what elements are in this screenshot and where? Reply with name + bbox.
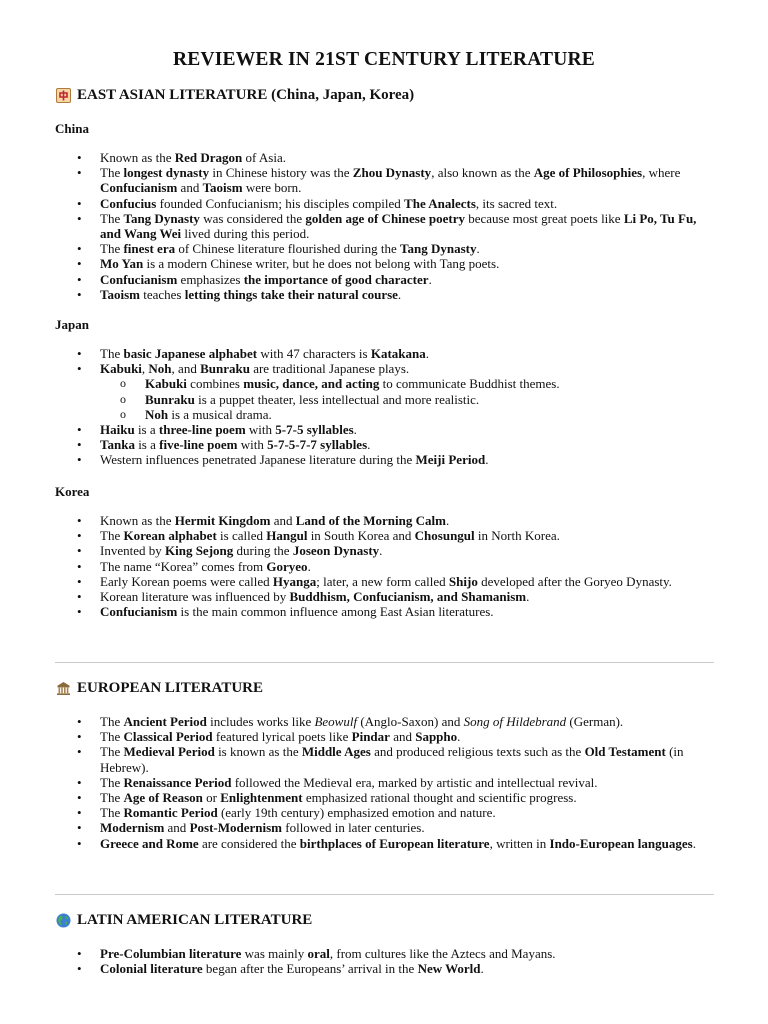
list-item xyxy=(77,543,717,558)
bold-text: Age of Philosophies xyxy=(533,165,643,181)
text-run: founded Confucianism; his disciples compiled xyxy=(156,195,405,211)
list-item xyxy=(77,820,717,835)
bold-text: King Sejong xyxy=(164,543,234,559)
text-run: emphasizes xyxy=(177,271,244,287)
bold-text: Chosungul xyxy=(414,528,475,544)
bold-text: Kabuki xyxy=(145,376,187,392)
text-run: . xyxy=(353,422,357,438)
bold-text: Shijo xyxy=(448,573,478,589)
text-run: , where xyxy=(642,165,681,181)
italic-text: Beowulf xyxy=(314,714,358,729)
text-run: . xyxy=(480,961,484,977)
bold-text: Confucianism xyxy=(100,180,178,196)
text-run: is the main common influence among East Asian literatures. xyxy=(177,604,494,620)
text-run: , its sacred text. xyxy=(475,195,558,211)
bold-text: Goryeo xyxy=(266,558,308,574)
text-run: The xyxy=(100,805,124,821)
list-item xyxy=(77,452,717,467)
classical-building-icon xyxy=(56,681,71,696)
text-run: , and xyxy=(171,361,201,377)
text-run: Known as the xyxy=(100,150,175,165)
text-run: because most great poets like xyxy=(464,210,624,226)
text-run: , written in xyxy=(489,835,550,851)
text-run: was mainly xyxy=(241,946,308,961)
section-divider xyxy=(55,894,714,895)
text-run: are traditional Japanese plays. xyxy=(249,361,410,377)
bold-text: Age of Reason xyxy=(123,790,203,806)
list-item xyxy=(77,287,717,302)
bold-text: Tanka xyxy=(100,437,135,453)
list-item xyxy=(77,729,717,744)
text-run: during the xyxy=(233,543,293,559)
bold-text: Renaissance Period xyxy=(123,774,232,790)
text-run: . xyxy=(397,286,402,302)
list-item xyxy=(77,559,717,574)
list-item xyxy=(77,589,717,604)
bold-text: three-line poem xyxy=(158,422,246,438)
text-run: The xyxy=(100,790,124,806)
bold-text: 5-7-5 syllables xyxy=(275,422,354,438)
text-run: in Chinese history was the xyxy=(209,165,353,181)
bold-text: Tang Dynasty xyxy=(123,210,200,226)
text-run: Korean literature was influenced by xyxy=(100,589,290,605)
korea-list xyxy=(77,513,717,619)
text-run: and xyxy=(164,820,190,836)
text-run: developed after the Goryeo Dynasty. xyxy=(477,573,672,589)
bold-text: Kabuki xyxy=(100,361,142,377)
text-run: . xyxy=(367,437,371,453)
china-list xyxy=(77,150,717,302)
text-run: lived during this period. xyxy=(181,226,310,242)
text-run: , from cultures like the Aztecs and Mayans. xyxy=(329,946,556,961)
bold-text: Taoism xyxy=(100,286,140,302)
text-run: . xyxy=(425,346,429,361)
bold-text: Red Dragon xyxy=(174,150,243,165)
bold-text: Bunraku xyxy=(200,361,250,377)
bold-text: Confucius xyxy=(100,195,157,211)
text-run: (German). xyxy=(566,714,624,729)
bold-text: Ancient Period xyxy=(123,714,207,729)
bold-text: the importance of good character xyxy=(243,271,429,287)
text-run: of Chinese literature flourished during the xyxy=(175,241,401,257)
text-run: . xyxy=(445,513,450,528)
subsection-china: China xyxy=(55,121,89,136)
text-run: is called xyxy=(216,528,267,544)
text-run: (early 19th century) emphasized emotion and nature. xyxy=(217,805,496,821)
section-heading-latin-american xyxy=(56,912,312,929)
italic-text: Song of Hildebrand xyxy=(463,714,567,729)
list-item xyxy=(77,836,717,851)
text-run: featured lyrical poets like xyxy=(212,729,352,745)
bold-text: Indo-European languages xyxy=(549,835,693,851)
text-run: and xyxy=(389,729,416,745)
list-item xyxy=(77,604,717,619)
text-run: The xyxy=(100,744,124,760)
text-run: The xyxy=(100,714,124,729)
list-item xyxy=(77,165,717,195)
bold-text: Modernism xyxy=(100,820,165,836)
bold-text: New World xyxy=(417,961,481,977)
text-run: , xyxy=(141,361,149,377)
list-item xyxy=(77,196,717,211)
bold-text: Sappho xyxy=(415,729,458,745)
bold-text: birthplaces of European literature xyxy=(299,835,490,851)
list-item xyxy=(77,513,717,528)
bold-text: Korean alphabet xyxy=(123,528,217,544)
text-run: is a xyxy=(134,422,159,438)
sub-list-item xyxy=(77,376,717,391)
text-run: began after the Europeans’ arrival in the xyxy=(202,961,418,977)
subsection-japan: Japan xyxy=(55,317,89,332)
bold-text: Noh xyxy=(148,361,172,377)
section-heading-text: LATIN AMERICAN LITERATURE xyxy=(77,912,313,928)
bold-text: basic Japanese alphabet xyxy=(123,346,258,361)
text-run: are considered the xyxy=(198,835,300,851)
text-run: is a modern Chinese writer, but he does not belong with Tang poets. xyxy=(143,256,500,272)
bold-text: Greece and Rome xyxy=(100,835,199,851)
globe-americas-icon xyxy=(56,913,71,928)
text-run: and xyxy=(270,513,296,528)
bold-text: Noh xyxy=(145,406,169,422)
text-run: is a musical drama. xyxy=(168,406,272,422)
text-run: . xyxy=(428,271,432,287)
japan-list xyxy=(77,346,717,468)
text-run: of Asia. xyxy=(242,150,286,165)
text-run: (Anglo-Saxon) and xyxy=(357,714,464,729)
bold-text: Katakana xyxy=(370,346,426,361)
sub-list-item xyxy=(77,392,717,407)
text-run: is known as the xyxy=(214,744,302,760)
list-item xyxy=(77,346,717,361)
text-run: . xyxy=(692,835,696,851)
text-run: in South Korea and xyxy=(307,528,415,544)
text-run: and xyxy=(177,180,203,196)
list-item xyxy=(77,528,717,543)
list-item xyxy=(77,241,717,256)
bold-text: Medieval Period xyxy=(123,744,215,760)
text-run: with xyxy=(237,437,268,453)
chinese-character-tile-icon xyxy=(56,88,71,103)
section-heading-european xyxy=(56,680,263,697)
text-run: The xyxy=(100,210,124,226)
bold-text: Confucianism xyxy=(100,271,178,287)
text-run: . xyxy=(457,729,461,745)
bold-text: letting things take their natural course xyxy=(184,286,398,302)
text-run: and produced religious texts such as the xyxy=(370,744,585,760)
text-run: or xyxy=(202,790,221,806)
bold-text: music, dance, and acting xyxy=(243,376,380,392)
list-item xyxy=(77,744,717,774)
text-run: is a puppet theater, less intellectual and more realistic. xyxy=(194,391,480,407)
bold-text: Joseon Dynasty xyxy=(292,543,380,559)
text-run: The xyxy=(100,241,124,257)
subsection-korea: Korea xyxy=(55,484,90,499)
text-run: The name “Korea” comes from xyxy=(100,558,267,574)
text-run: The xyxy=(100,528,124,544)
text-run: The xyxy=(100,346,124,361)
text-run: The xyxy=(100,165,124,181)
bold-text: Old Testament xyxy=(584,744,666,760)
text-run: combines xyxy=(186,376,244,392)
bold-text: Haiku xyxy=(100,422,135,438)
list-item xyxy=(77,714,717,729)
text-run: emphasized rational thought and scientific progress. xyxy=(302,790,577,806)
bold-text: Post-Modernism xyxy=(189,820,282,836)
text-run: was considered the xyxy=(199,210,306,226)
bold-text: Li Po, Tu Fu, and Wang Wei xyxy=(100,210,697,242)
text-run: with 47 characters is xyxy=(257,346,371,361)
bold-text: Hermit Kingdom xyxy=(174,513,271,528)
text-run: were born. xyxy=(242,180,302,196)
text-run: Known as the xyxy=(100,513,175,528)
bold-text: 5-7-5-7-7 syllables xyxy=(267,437,368,453)
section-heading-east-asian xyxy=(56,87,414,104)
bold-text: Enlightenment xyxy=(220,790,303,806)
text-run: . xyxy=(526,589,530,605)
bold-text: five-line poem xyxy=(159,437,238,453)
list-item xyxy=(77,361,717,376)
bold-text: Middle Ages xyxy=(301,744,371,760)
bold-text: Taoism xyxy=(202,180,243,196)
document-title: REVIEWER IN 21ST CENTURY LITERATURE xyxy=(172,49,596,70)
bold-text: Mo Yan xyxy=(100,256,144,272)
text-run: . xyxy=(307,558,311,574)
text-run: The xyxy=(100,774,124,790)
bold-text: Tang Dynasty xyxy=(400,241,477,257)
bold-text: oral xyxy=(307,946,330,961)
list-item xyxy=(77,437,717,452)
section-heading-text: EUROPEAN LITERATURE xyxy=(77,680,263,696)
bold-text: The Analects xyxy=(404,195,476,211)
bold-text: Buddhism, Confucianism, and Shamanism xyxy=(289,589,527,605)
bold-text: Zhou Dynasty xyxy=(352,165,432,181)
bold-text: finest era xyxy=(123,241,176,257)
bold-text: Hangul xyxy=(266,528,308,544)
text-run: followed the Medieval era, marked by artistic and intellectual revival. xyxy=(231,774,598,790)
sub-list-item xyxy=(77,407,717,422)
text-run: . xyxy=(379,543,383,559)
bold-text: Meiji Period xyxy=(415,452,486,468)
text-run: Early Korean poems were called xyxy=(100,573,273,589)
text-run: , also known as the xyxy=(431,165,534,181)
bold-text: longest dynasty xyxy=(123,165,210,181)
bold-text: Classical Period xyxy=(123,729,213,745)
text-run: in North Korea. xyxy=(474,528,560,544)
text-run: with xyxy=(245,422,276,438)
bold-text: Romantic Period xyxy=(123,805,218,821)
list-item xyxy=(77,775,717,790)
section-divider xyxy=(55,662,714,663)
text-run: Western influences penetrated Japanese literature during the xyxy=(100,452,416,468)
text-run: . xyxy=(476,241,480,257)
bold-text: Confucianism xyxy=(100,604,178,620)
bold-text: Bunraku xyxy=(145,391,195,407)
european-list xyxy=(77,714,717,851)
list-item xyxy=(77,790,717,805)
bold-text: Pindar xyxy=(351,729,390,745)
list-item xyxy=(77,256,717,271)
bold-text: Hyanga xyxy=(272,573,317,589)
list-item xyxy=(77,946,717,961)
text-run: followed in later centuries. xyxy=(282,820,425,836)
list-item xyxy=(77,574,717,589)
list-item xyxy=(77,422,717,437)
section-heading-text: EAST ASIAN LITERATURE (China, Japan, Korea) xyxy=(77,87,415,103)
list-item xyxy=(77,211,717,241)
bold-text: Pre-Columbian literature xyxy=(100,946,242,961)
text-run: to communicate Buddhist themes. xyxy=(379,376,560,392)
bold-text: Land of the Morning Calm xyxy=(295,513,446,528)
text-run: Invented by xyxy=(100,543,165,559)
text-run: teaches xyxy=(139,286,185,302)
list-item xyxy=(77,150,717,165)
text-run: ; later, a new form called xyxy=(316,573,449,589)
text-run: The xyxy=(100,729,124,745)
list-item xyxy=(77,961,717,976)
text-run: (in Hebrew). xyxy=(100,744,684,775)
bold-text: Colonial literature xyxy=(100,961,203,977)
text-run: includes works like xyxy=(206,714,315,729)
text-run: . xyxy=(485,452,489,468)
text-run: is a xyxy=(134,437,160,453)
bold-text: golden age of Chinese poetry xyxy=(305,210,465,226)
list-item xyxy=(77,805,717,820)
latin-american-list xyxy=(77,946,717,976)
list-item xyxy=(77,272,717,287)
